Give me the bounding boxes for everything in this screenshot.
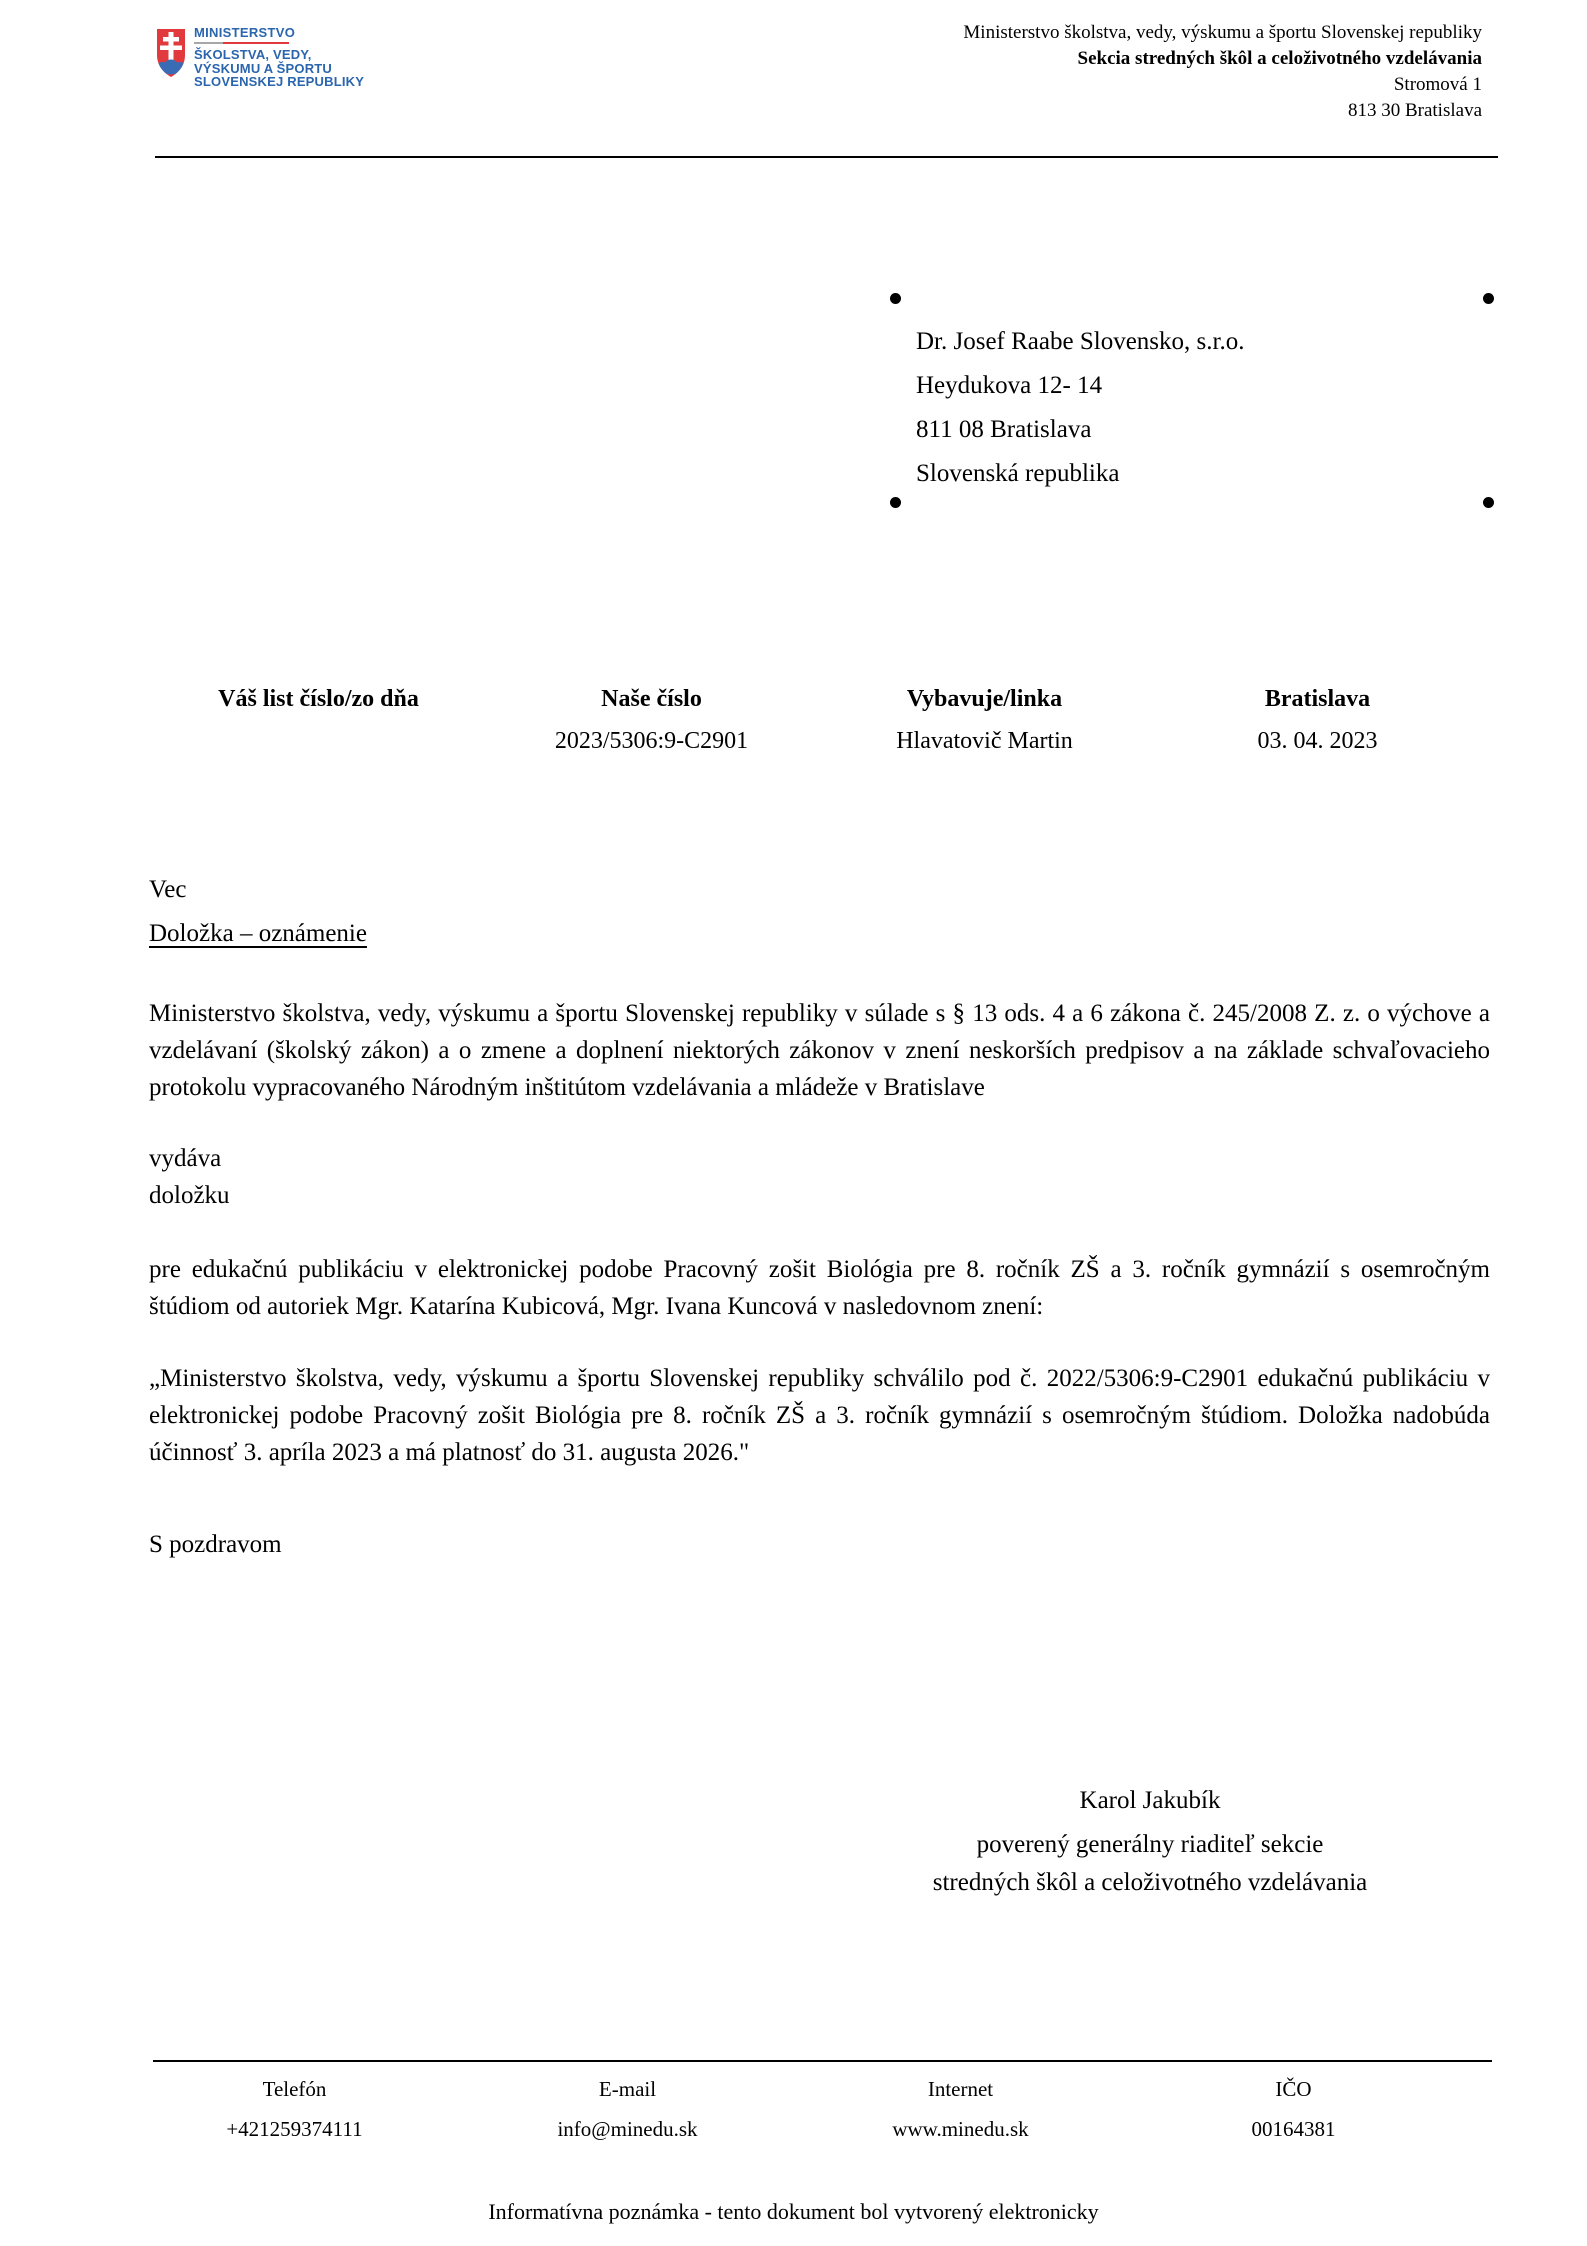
closing-salutation: S pozdravom xyxy=(149,1531,282,1558)
footer-email xyxy=(461,2076,794,2142)
reference-our-number-label: Naše číslo xyxy=(601,686,702,712)
reference-row xyxy=(152,684,1484,756)
logo-line-republiky: SLOVENSKEJ REPUBLIKY xyxy=(194,74,365,89)
logo-underline-gray xyxy=(194,42,223,44)
reference-your-letter-value xyxy=(152,726,485,756)
reference-our-number-value: 2023/5306:9-C2901 xyxy=(554,728,749,754)
footer-email-label: E-mail xyxy=(598,2077,657,2101)
body-issues-line1: vydáva xyxy=(149,1145,222,1172)
reference-handler xyxy=(818,684,1151,756)
footer-phone-label: Telefón xyxy=(262,2077,327,2101)
reference-your-letter xyxy=(152,684,485,756)
reference-place-date-label: Bratislava xyxy=(1264,686,1371,712)
logo-underline-red xyxy=(223,42,290,44)
footer-contact-row xyxy=(128,2076,1460,2142)
sender-ministry: Ministerstvo školstva, vedy, výskumu a športu Slovenskej republiky xyxy=(963,22,1482,43)
footer-ico-label: IČO xyxy=(1275,2077,1312,2101)
reference-handler-value: Hlavatovič Martin xyxy=(896,728,1073,754)
footer-ico-value: 00164381 xyxy=(1251,2117,1336,2141)
registration-dot-top-left xyxy=(890,293,901,304)
signer-title-line2: stredných škôl a celoživotného vzdelávania xyxy=(932,1869,1368,1896)
sender-section: Sekcia stredných škôl a celoživotného vzdelávania xyxy=(1077,48,1482,69)
electronic-document-note: Informatívna poznámka - tento dokument bol vytvorený elektronicky xyxy=(488,2199,1099,2224)
logo-line-ministerstvo: MINISTERSTVO xyxy=(194,25,296,40)
subject-label: Vec xyxy=(149,876,187,903)
signer-title-line1: poverený generálny riaditeľ sekcie xyxy=(976,1831,1324,1858)
sender-street: Stromová 1 xyxy=(1393,74,1482,95)
footer-phone xyxy=(128,2076,461,2142)
logo-line-vyskumu: VÝSKUMU A ŠPORTU xyxy=(194,60,333,76)
registration-dot-bottom-right xyxy=(1483,497,1494,508)
signer-name: Karol Jakubík xyxy=(1079,1787,1221,1814)
reference-place-date-value: 03. 04. 2023 xyxy=(1257,728,1378,754)
ministry-logo-text xyxy=(194,27,364,89)
header-divider xyxy=(155,156,1498,158)
logo-underline xyxy=(194,42,289,44)
footer-email-value: info@minedu.sk xyxy=(557,2117,698,2141)
body-paragraph-quote: „Ministerstvo školstva, vedy, výskumu a športu Slovenskej republiky schválilo pod č. 2022/5306:9-C2901 edukačnú publikáciu v elektronickej podobe Pracovný zošit Biológia pre 8. ročník ZŠ a 3. ročník gymnázií s osemročným štúdiom. Doložka nadobúda účinnosť 3. apríla 2023 a má platnosť do 31. augusta 2026." xyxy=(149,1365,1490,1466)
registration-dot-top-right xyxy=(1483,293,1494,304)
body-paragraph-publication: pre edukačnú publikáciu v elektronickej podobe Pracovný zošit Biológia pre 8. ročník ZŠ a 3. ročník gymnázií s osemročným štúdiom od autoriek Mgr. Katarína Kubicová, Mgr. Ivana Kuncová v nasledovnom znení: xyxy=(149,1256,1490,1320)
recipient-address xyxy=(916,320,1244,496)
logo-line-skolstva: ŠKOLSTVA, VEDY, xyxy=(194,47,312,62)
footer-divider xyxy=(153,2060,1492,2062)
reference-handler-label: Vybavuje/linka xyxy=(906,686,1063,712)
reference-your-letter-label: Váš list číslo/zo dňa xyxy=(218,686,419,712)
sender-city: 813 30 Bratislava xyxy=(1347,100,1482,121)
recipient-country: Slovenská republika xyxy=(916,460,1120,487)
recipient-street: Heydukova 12- 14 xyxy=(916,372,1103,399)
subject-title: Doložka – oznámenie xyxy=(149,920,367,947)
footer-internet xyxy=(794,2076,1127,2142)
recipient-city: 811 08 Bratislava xyxy=(916,416,1092,443)
footer-phone-value: +421259374111 xyxy=(226,2117,363,2141)
recipient-name: Dr. Josef Raabe Slovensko, s.r.o. xyxy=(916,328,1245,355)
reference-place-date xyxy=(1151,684,1484,756)
footer-internet-value: www.minedu.sk xyxy=(892,2117,1029,2141)
footer-ico xyxy=(1127,2076,1460,2142)
reference-our-number xyxy=(485,684,818,756)
body-paragraph-legal-basis: Ministerstvo školstva, vedy, výskumu a športu Slovenskej republiky v súlade s § 13 ods. 4 a 6 zákona č. 245/2008 Z. z. o výchove a vzdelávaní (školský zákon) a o zmene a doplnení niektorých zákonov v znení neskorších predpisov a na základe schvaľovacieho protokolu vypracovaného Národným inštitútom vzdelávania a mládeže v Bratislave xyxy=(149,1000,1490,1101)
body-issues-block xyxy=(149,1140,230,1214)
registration-dot-bottom-left xyxy=(890,497,901,508)
sender-header xyxy=(963,20,1482,124)
subject-block xyxy=(149,868,367,956)
slovak-coat-of-arms-icon xyxy=(155,27,187,79)
signature-block xyxy=(820,1782,1480,1902)
body-issues-line2: doložku xyxy=(149,1182,230,1209)
footer-internet-label: Internet xyxy=(927,2077,994,2101)
ministry-logo xyxy=(155,27,364,89)
